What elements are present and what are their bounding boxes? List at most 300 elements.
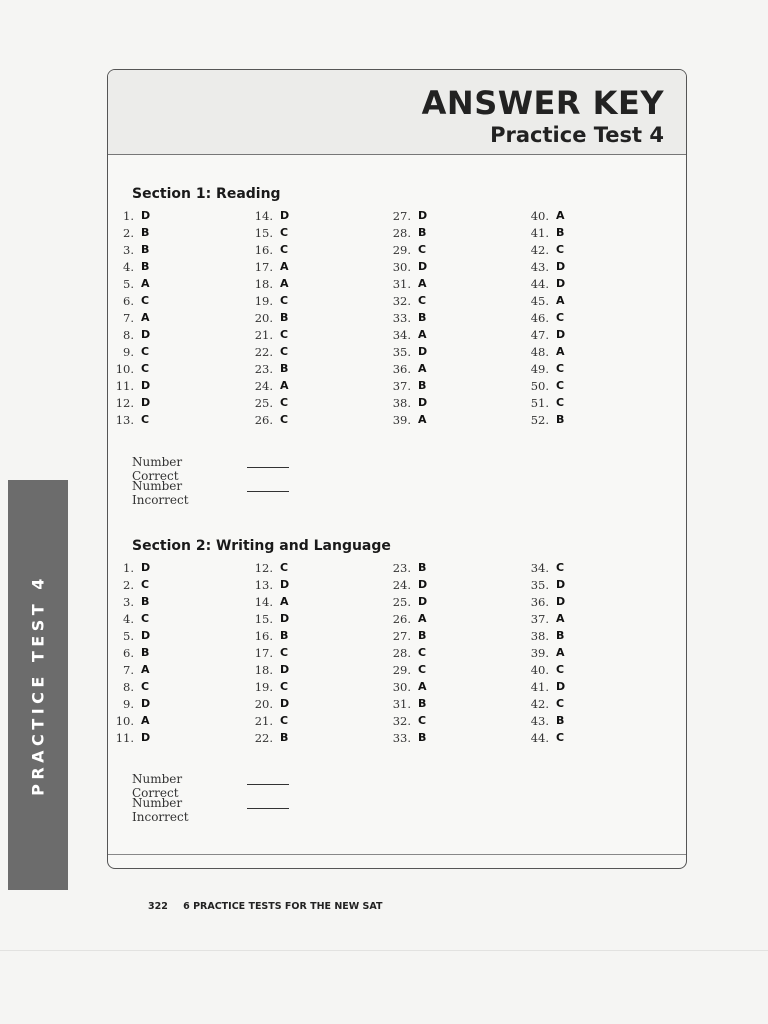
answer-letter: A [280, 595, 289, 608]
answer-row [523, 561, 633, 578]
answer-letter: B [418, 311, 427, 324]
answer-letter: B [556, 629, 565, 642]
answer-letter: B [141, 226, 150, 239]
answer-row [247, 243, 357, 260]
answer-row [385, 731, 495, 748]
answer-row [385, 578, 495, 595]
question-number: 47. [530, 328, 549, 342]
answer-row [385, 612, 495, 629]
question-number: 50. [530, 379, 549, 393]
answer-letter: B [280, 362, 289, 375]
question-number: 34. [530, 561, 549, 575]
answer-row [523, 697, 633, 714]
answer-row [385, 277, 495, 294]
question-number: 38. [392, 396, 411, 410]
answer-letter: D [556, 277, 566, 290]
answer-row [108, 680, 218, 697]
number-incorrect-label: Number Incorrect [132, 796, 189, 824]
answer-row [108, 697, 218, 714]
answer-letter: C [280, 345, 289, 358]
answer-letter: A [141, 277, 150, 290]
answer-row [523, 680, 633, 697]
answer-letter: A [280, 277, 289, 290]
answer-letter: C [418, 646, 427, 659]
question-number: 5. [123, 277, 134, 291]
question-number: 8. [123, 680, 134, 694]
answer-letter: C [418, 243, 427, 256]
answer-letter: A [418, 612, 427, 625]
answer-row [247, 379, 357, 396]
question-number: 12. [115, 396, 134, 410]
answer-row [108, 578, 218, 595]
question-number: 43. [530, 260, 549, 274]
answer-letter: C [280, 396, 289, 409]
question-number: 12. [254, 561, 273, 575]
number-correct-label: Number Correct [132, 455, 183, 483]
number-correct-label: Number Correct [132, 772, 183, 800]
question-number: 23. [254, 362, 273, 376]
answer-letter: B [556, 714, 565, 727]
answer-row [247, 612, 357, 629]
answer-row [247, 595, 357, 612]
answer-row [247, 646, 357, 663]
answer-letter: D [556, 680, 566, 693]
answer-row [385, 362, 495, 379]
question-number: 43. [530, 714, 549, 728]
question-number: 11. [115, 731, 134, 745]
answer-letter: D [141, 731, 151, 744]
answer-letter: C [280, 294, 289, 307]
answer-row [523, 714, 633, 731]
answer-row [523, 362, 633, 379]
answer-row [385, 413, 495, 430]
answer-row [523, 396, 633, 413]
answer-letter: D [418, 260, 428, 273]
answer-row [385, 396, 495, 413]
question-number: 31. [392, 697, 411, 711]
question-number: 7. [123, 311, 134, 325]
answer-letter: C [141, 345, 150, 358]
answer-row [385, 209, 495, 226]
answer-letter: B [556, 226, 565, 239]
question-number: 36. [392, 362, 411, 376]
question-number: 51. [530, 396, 549, 410]
answer-column [385, 209, 495, 430]
answer-row [523, 595, 633, 612]
question-number: 26. [392, 612, 411, 626]
answer-letter: C [556, 379, 565, 392]
answer-letter: C [280, 226, 289, 239]
answer-column [247, 209, 357, 430]
answer-row [385, 646, 495, 663]
answer-row [108, 612, 218, 629]
answer-row [385, 311, 495, 328]
answer-letter: C [556, 663, 565, 676]
answer-row [247, 209, 357, 226]
answer-row [247, 362, 357, 379]
question-number: 7. [123, 663, 134, 677]
answer-row [108, 311, 218, 328]
question-number: 39. [530, 646, 549, 660]
question-number: 17. [254, 646, 273, 660]
page-footer [148, 901, 382, 912]
question-number: 6. [123, 646, 134, 660]
answer-row [108, 243, 218, 260]
answer-letter: D [418, 396, 428, 409]
answer-letter: D [418, 209, 428, 222]
answer-key-card [107, 69, 687, 869]
answer-row [108, 561, 218, 578]
answer-letter: A [556, 294, 565, 307]
question-number: 19. [254, 680, 273, 694]
answer-column [247, 561, 357, 748]
answer-row [247, 578, 357, 595]
answer-row [523, 379, 633, 396]
answer-letter: A [418, 413, 427, 426]
question-number: 44. [530, 277, 549, 291]
answer-row [108, 714, 218, 731]
answer-row [523, 629, 633, 646]
question-number: 32. [392, 294, 411, 308]
answer-letter: C [280, 680, 289, 693]
question-number: 24. [254, 379, 273, 393]
answer-letter: D [280, 209, 290, 222]
question-number: 35. [392, 345, 411, 359]
answer-letter: C [556, 561, 565, 574]
answer-letter: B [556, 413, 565, 426]
number-incorrect-blank[interactable] [247, 491, 289, 492]
question-number: 16. [254, 243, 273, 257]
question-number: 15. [254, 226, 273, 240]
question-number: 41. [530, 680, 549, 694]
answer-row [247, 311, 357, 328]
answer-row [385, 379, 495, 396]
question-number: 28. [392, 226, 411, 240]
question-number: 21. [254, 328, 273, 342]
answer-letter: C [418, 663, 427, 676]
answer-letter: C [556, 731, 565, 744]
answer-row [108, 226, 218, 243]
question-number: 17. [254, 260, 273, 274]
question-number: 14. [254, 595, 273, 609]
answer-letter: D [280, 663, 290, 676]
question-number: 48. [530, 345, 549, 359]
answer-letter: D [141, 561, 151, 574]
answer-letter: C [280, 413, 289, 426]
answer-row [385, 629, 495, 646]
question-number: 18. [254, 663, 273, 677]
answer-row [108, 396, 218, 413]
answer-row [385, 663, 495, 680]
question-number: 38. [530, 629, 549, 643]
answer-row [523, 209, 633, 226]
question-number: 31. [392, 277, 411, 291]
answer-letter: B [418, 226, 427, 239]
answer-letter: B [141, 260, 150, 273]
question-number: 42. [530, 697, 549, 711]
answer-row [108, 294, 218, 311]
answer-row [108, 328, 218, 345]
answer-letter: C [418, 294, 427, 307]
question-number: 6. [123, 294, 134, 308]
question-number: 42. [530, 243, 549, 257]
question-number: 40. [530, 209, 549, 223]
answer-letter: A [556, 209, 565, 222]
answer-row [108, 277, 218, 294]
answer-row [108, 345, 218, 362]
question-number: 30. [392, 680, 411, 694]
page-edge [0, 950, 768, 951]
question-number: 39. [392, 413, 411, 427]
answer-row [523, 294, 633, 311]
answer-column [523, 561, 633, 748]
answer-letter: A [556, 646, 565, 659]
answer-row [523, 731, 633, 748]
answer-letter: B [280, 311, 289, 324]
answer-row [247, 680, 357, 697]
question-number: 10. [115, 362, 134, 376]
answer-row [523, 413, 633, 430]
answer-letter: D [556, 578, 566, 591]
answer-row [385, 595, 495, 612]
question-number: 20. [254, 311, 273, 325]
answer-row [108, 595, 218, 612]
answer-letter: A [280, 379, 289, 392]
answer-letter: C [141, 413, 150, 426]
answer-row [523, 612, 633, 629]
question-number: 33. [392, 311, 411, 325]
question-number: 36. [530, 595, 549, 609]
answer-letter: C [280, 243, 289, 256]
question-number: 30. [392, 260, 411, 274]
answer-row [247, 396, 357, 413]
question-number: 27. [392, 209, 411, 223]
answer-row [523, 578, 633, 595]
question-number: 21. [254, 714, 273, 728]
answer-row [385, 680, 495, 697]
answer-row [523, 277, 633, 294]
answer-column [385, 561, 495, 748]
answer-letter: B [418, 629, 427, 642]
answer-column [108, 561, 218, 748]
question-number: 24. [392, 578, 411, 592]
answer-letter: D [141, 328, 151, 341]
answer-letter: D [141, 629, 151, 642]
section-title: Section 1: Reading [132, 186, 281, 202]
question-number: 40. [530, 663, 549, 677]
answer-letter: C [556, 396, 565, 409]
answer-row [108, 413, 218, 430]
answer-row [247, 663, 357, 680]
question-number: 15. [254, 612, 273, 626]
answer-letter: D [556, 328, 566, 341]
number-incorrect-label: Number Incorrect [132, 479, 189, 507]
number-correct-blank[interactable] [247, 784, 289, 785]
question-number: 25. [392, 595, 411, 609]
question-number: 22. [254, 731, 273, 745]
answer-letter: D [556, 260, 566, 273]
question-number: 4. [123, 612, 134, 626]
answer-row [385, 714, 495, 731]
answer-row [523, 328, 633, 345]
question-number: 29. [392, 663, 411, 677]
question-number: 1. [123, 209, 134, 223]
question-number: 16. [254, 629, 273, 643]
answer-letter: C [141, 294, 150, 307]
question-number: 10. [115, 714, 134, 728]
answer-row [247, 714, 357, 731]
question-number: 35. [530, 578, 549, 592]
question-number: 27. [392, 629, 411, 643]
answer-letter: D [556, 595, 566, 608]
side-tab [8, 480, 68, 890]
answer-row [385, 294, 495, 311]
answer-letter: D [141, 697, 151, 710]
card-divider [108, 854, 686, 855]
answer-letter: A [556, 612, 565, 625]
question-number: 45. [530, 294, 549, 308]
answer-row [108, 731, 218, 748]
question-number: 32. [392, 714, 411, 728]
answer-letter: D [418, 345, 428, 358]
question-number: 8. [123, 328, 134, 342]
book-title: 6 PRACTICE TESTS FOR THE NEW SAT [183, 901, 383, 912]
question-number: 18. [254, 277, 273, 291]
answer-letter: B [280, 731, 289, 744]
answer-letter: B [141, 243, 150, 256]
answer-row [247, 629, 357, 646]
question-number: 37. [392, 379, 411, 393]
answer-row [523, 226, 633, 243]
answer-row [108, 663, 218, 680]
question-number: 11. [115, 379, 134, 393]
answer-letter: D [141, 209, 151, 222]
question-number: 46. [530, 311, 549, 325]
answer-row [523, 663, 633, 680]
question-number: 22. [254, 345, 273, 359]
answer-row [385, 697, 495, 714]
answer-letter: C [418, 714, 427, 727]
section-title: Section 2: Writing and Language [132, 538, 391, 554]
answer-row [523, 646, 633, 663]
answer-letter: C [280, 646, 289, 659]
question-number: 9. [123, 345, 134, 359]
header-band [108, 70, 686, 155]
answer-letter: C [556, 362, 565, 375]
answer-letter: A [141, 311, 150, 324]
answer-letter: B [141, 646, 150, 659]
answer-letter: C [141, 362, 150, 375]
question-number: 41. [530, 226, 549, 240]
answer-letter: C [280, 561, 289, 574]
question-number: 9. [123, 697, 134, 711]
answer-row [385, 260, 495, 277]
answer-row [108, 379, 218, 396]
question-number: 13. [254, 578, 273, 592]
answer-letter: A [418, 680, 427, 693]
answer-row [247, 328, 357, 345]
answer-letter: C [556, 311, 565, 324]
answer-letter: C [141, 680, 150, 693]
answer-letter: C [141, 578, 150, 591]
answer-row [247, 260, 357, 277]
question-number: 20. [254, 697, 273, 711]
question-number: 2. [123, 578, 134, 592]
question-number: 34. [392, 328, 411, 342]
answer-row [523, 243, 633, 260]
answer-letter: A [280, 260, 289, 273]
answer-row [247, 413, 357, 430]
answer-row [247, 294, 357, 311]
answer-row [385, 345, 495, 362]
answer-row [385, 561, 495, 578]
question-number: 23. [392, 561, 411, 575]
page-title: ANSWER KEY [421, 84, 664, 122]
answer-row [523, 260, 633, 277]
answer-letter: B [418, 379, 427, 392]
question-number: 5. [123, 629, 134, 643]
answer-letter: C [280, 328, 289, 341]
question-number: 1. [123, 561, 134, 575]
question-number: 4. [123, 260, 134, 274]
answer-row [247, 561, 357, 578]
answer-letter: C [556, 243, 565, 256]
question-number: 3. [123, 595, 134, 609]
answer-row [247, 345, 357, 362]
question-number: 19. [254, 294, 273, 308]
answer-letter: D [280, 697, 290, 710]
answer-letter: A [418, 328, 427, 341]
answer-row [108, 260, 218, 277]
answer-row [108, 629, 218, 646]
answer-letter: D [418, 595, 428, 608]
answer-row [523, 311, 633, 328]
answer-letter: C [141, 612, 150, 625]
number-incorrect-blank[interactable] [247, 808, 289, 809]
answer-letter: A [141, 714, 150, 727]
question-number: 44. [530, 731, 549, 745]
question-number: 49. [530, 362, 549, 376]
answer-row [108, 362, 218, 379]
page-subtitle: Practice Test 4 [490, 123, 664, 147]
answer-letter: A [418, 277, 427, 290]
answer-letter: D [141, 396, 151, 409]
answer-letter: C [556, 697, 565, 710]
answer-row [523, 345, 633, 362]
question-number: 26. [254, 413, 273, 427]
number-correct-blank[interactable] [247, 467, 289, 468]
answer-row [247, 226, 357, 243]
question-number: 52. [530, 413, 549, 427]
answer-row [385, 226, 495, 243]
page-number: 322 [148, 901, 168, 912]
answer-letter: B [418, 561, 427, 574]
question-number: 28. [392, 646, 411, 660]
answer-row [247, 731, 357, 748]
answer-letter: D [280, 578, 290, 591]
answer-letter: B [418, 697, 427, 710]
question-number: 14. [254, 209, 273, 223]
answer-column [108, 209, 218, 430]
answer-row [108, 209, 218, 226]
answer-row [247, 697, 357, 714]
answer-row [247, 277, 357, 294]
answer-row [385, 243, 495, 260]
answer-letter: A [418, 362, 427, 375]
question-number: 2. [123, 226, 134, 240]
answer-letter: D [141, 379, 151, 392]
question-number: 29. [392, 243, 411, 257]
